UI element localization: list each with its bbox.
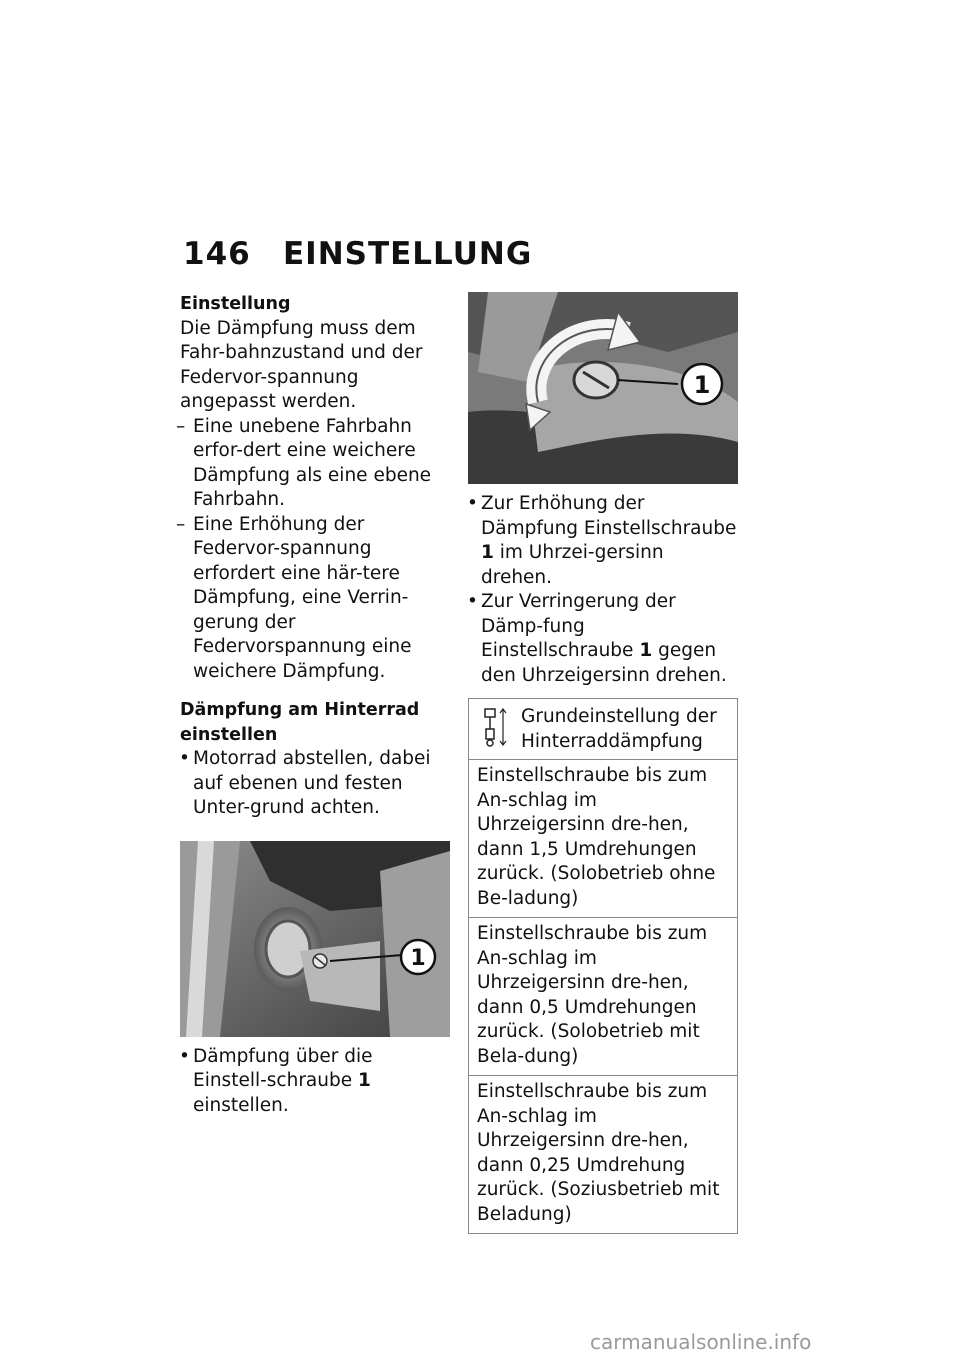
bullet-2-text-a: Dämpfung über die Einstell-schraube [193, 1045, 373, 1091]
settings-row-sozius: Einstellschraube bis zum An-schlag im Uhrzeigersinn dre-hen, dann 0,25 Umdrehung zurück. (Soziusbetrieb mit Beladung) [477, 1081, 720, 1225]
adjuster-screw-photo-image [468, 292, 738, 484]
bullet-verringerung-ref: 1 [639, 640, 653, 661]
left-column [180, 292, 452, 1118]
bullet-verringerung-text-a: Zur Verringerung der Dämp-fung Einstellschraube [481, 591, 676, 661]
bullet-erhoehung-ref: 1 [481, 542, 494, 563]
bullet-2-text-b: einstellen. [193, 1094, 289, 1116]
bullet-item-1: • Motorrad abstellen, dabei auf ebenen und festen Unter-grund achten. [180, 747, 452, 821]
chapter-title: EINSTELLUNG [283, 236, 533, 272]
dash-item-2: – Eine Erhöhung der Federvor-spannung erfordert eine här-tere Dämpfung, eine Verrin-gerung der Federvorspannung eine weichere Dämpfung. [180, 513, 452, 685]
bullet-erhoehung [468, 492, 738, 590]
photo-callout-1-right: 1 [693, 371, 711, 399]
bullet-verringerung [468, 590, 738, 688]
intro-paragraph: Die Dämpfung muss dem Fahr-bahnzustand und der Federvor-spannung angepasst werden. [180, 317, 423, 412]
rear-shock-photo-image [180, 841, 450, 1037]
page-header [183, 236, 783, 284]
photo-callout-1: 1 [410, 945, 426, 971]
settings-row-solo-mit: Einstellschraube bis zum An-schlag im Uhrzeigersinn dre-hen, dann 0,5 Umdrehungen zurück. (Solobetrieb mit Bela-dung) [469, 918, 737, 1076]
settings-table [468, 698, 738, 1234]
section-heading-einstellung: Einstellung [180, 294, 291, 314]
right-column [468, 292, 738, 1234]
settings-row-solo-ohne: Einstellschraube bis zum An-schlag im Uhrzeigersinn dre-hen, dann 1,5 Umdrehungen zurück. (Solobetrieb ohne Be-ladung) [469, 760, 737, 918]
bullet-item-2 [180, 1045, 452, 1119]
photo-rear-damping-location [180, 841, 450, 1037]
settings-table-title: Grundeinstellung der Hinterraddämpfung [521, 706, 717, 752]
section-heading-daempfung: Dämpfung am Hinterrad einstellen [180, 700, 420, 745]
photo-adjuster-screw [468, 292, 738, 484]
watermark: carmanualsonline.info [590, 1330, 812, 1354]
settings-table-header [469, 699, 737, 760]
bullet-erhoehung-text-a: Zur Erhöhung der Dämpfung Einstellschraube [481, 493, 737, 539]
page-number: 146 [183, 236, 251, 272]
bullet-2-ref: 1 [358, 1070, 371, 1091]
dash-item-1: – Eine unebene Fahrbahn erfor-dert eine weichere Dämpfung als eine ebene Fahrbahn. [180, 415, 452, 513]
bullet-verringerung-text-b: gegen den Uhrzeigersinn drehen. [481, 640, 727, 686]
bullet-erhoehung-text-b: im Uhrzei-gersinn drehen. [481, 542, 664, 588]
shock-absorber-icon [479, 705, 509, 749]
